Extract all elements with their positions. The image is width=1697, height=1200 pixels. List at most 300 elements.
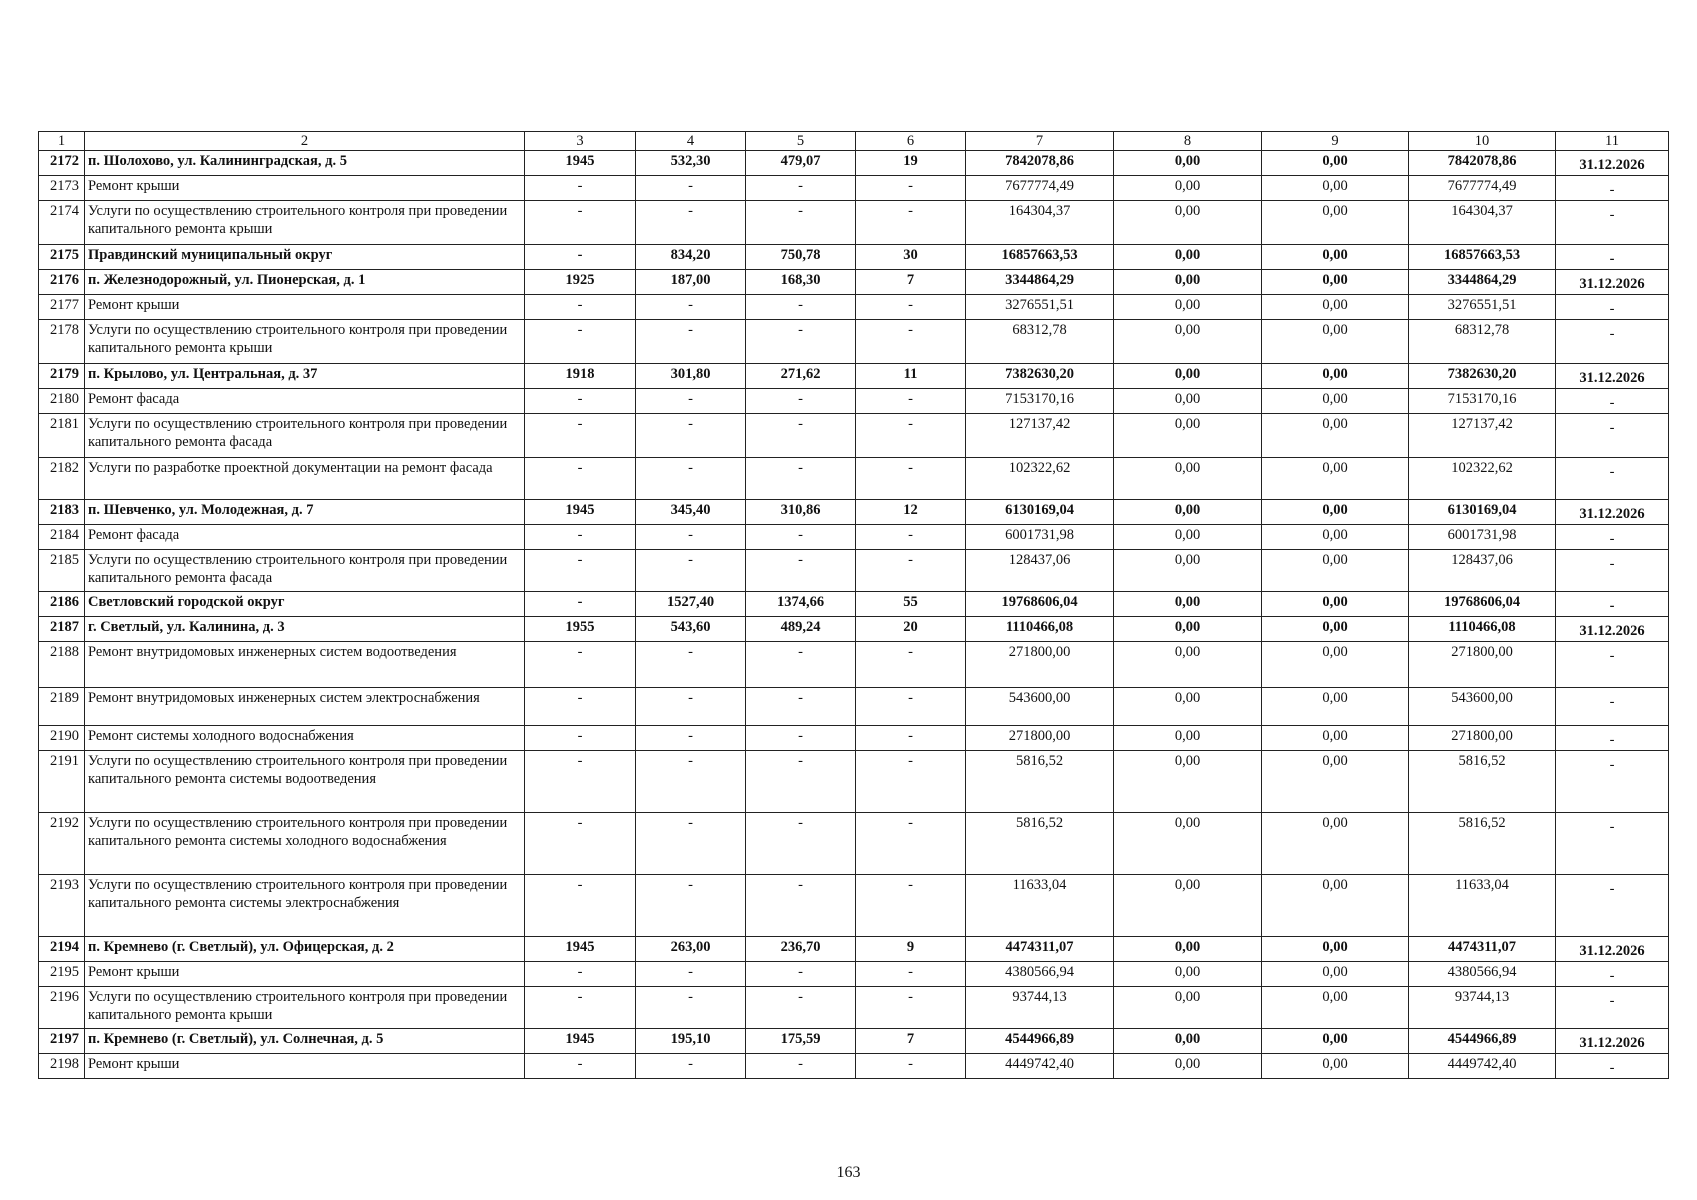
year-cell: -: [525, 176, 636, 201]
table-row: [39, 875, 1669, 937]
cost-col9-cell: 0,00: [1262, 295, 1409, 320]
residents-cell: 7: [856, 270, 966, 295]
residents-cell: -: [856, 726, 966, 751]
table-row: [39, 1054, 1669, 1079]
cost-col8-cell: 0,00: [1114, 813, 1262, 875]
item-name-cell: Услуги по осуществлению строительного контроля при проведении капитального ремонта системы водоотведения: [85, 751, 525, 813]
row-number-cell: 2198: [39, 1054, 85, 1079]
living-area-cell: 310,86: [746, 500, 856, 525]
completion-date-cell: -: [1556, 688, 1669, 726]
total-cost-cell: 7153170,16: [966, 389, 1114, 414]
row-number-cell: 2197: [39, 1029, 85, 1054]
cost-col10-cell: 7677774,49: [1409, 176, 1556, 201]
cost-col10-cell: 4474311,07: [1409, 937, 1556, 962]
table-row: [39, 151, 1669, 176]
year-cell: -: [525, 726, 636, 751]
table-row: [39, 458, 1669, 500]
item-name-cell: Правдинский муниципальный округ: [85, 245, 525, 270]
capital-repair-table: [38, 131, 1669, 1079]
cost-col10-cell: 543600,00: [1409, 688, 1556, 726]
total-cost-cell: 4380566,94: [966, 962, 1114, 987]
residents-cell: 12: [856, 500, 966, 525]
living-area-cell: -: [746, 550, 856, 592]
cost-col9-cell: 0,00: [1262, 320, 1409, 364]
row-number-cell: 2177: [39, 295, 85, 320]
cost-col9-cell: 0,00: [1262, 364, 1409, 389]
item-name-cell: Услуги по осуществлению строительного контроля при проведении капитального ремонта крыши: [85, 201, 525, 245]
living-area-cell: -: [746, 320, 856, 364]
living-area-cell: -: [746, 726, 856, 751]
living-area-cell: -: [746, 813, 856, 875]
residents-cell: 11: [856, 364, 966, 389]
cost-col9-cell: 0,00: [1262, 875, 1409, 937]
row-number-cell: 2195: [39, 962, 85, 987]
residents-cell: 55: [856, 592, 966, 617]
row-number-cell: 2173: [39, 176, 85, 201]
cost-col9-cell: 0,00: [1262, 525, 1409, 550]
living-area-cell: -: [746, 688, 856, 726]
total-cost-cell: 7382630,20: [966, 364, 1114, 389]
year-cell: -: [525, 987, 636, 1029]
completion-date-cell: -: [1556, 642, 1669, 688]
year-cell: 1925: [525, 270, 636, 295]
cost-col10-cell: 68312,78: [1409, 320, 1556, 364]
completion-date-cell: -: [1556, 592, 1669, 617]
total-area-cell: -: [636, 751, 746, 813]
cost-col9-cell: 0,00: [1262, 617, 1409, 642]
residents-cell: -: [856, 320, 966, 364]
row-number-cell: 2179: [39, 364, 85, 389]
cost-col9-cell: 0,00: [1262, 270, 1409, 295]
item-name-cell: Услуги по осуществлению строительного контроля при проведении капитального ремонта фасада: [85, 550, 525, 592]
cost-col9-cell: 0,00: [1262, 389, 1409, 414]
total-area-cell: -: [636, 726, 746, 751]
item-name-cell: Ремонт крыши: [85, 1054, 525, 1079]
year-cell: 1955: [525, 617, 636, 642]
year-cell: -: [525, 320, 636, 364]
item-name-cell: п. Шолохово, ул. Калининградская, д. 5: [85, 151, 525, 176]
total-area-cell: -: [636, 550, 746, 592]
year-cell: -: [525, 414, 636, 458]
cost-col9-cell: 0,00: [1262, 176, 1409, 201]
living-area-cell: 489,24: [746, 617, 856, 642]
cost-col10-cell: 102322,62: [1409, 458, 1556, 500]
total-area-cell: -: [636, 875, 746, 937]
residents-cell: -: [856, 295, 966, 320]
row-number-cell: 2174: [39, 201, 85, 245]
column-header: 4: [636, 132, 746, 151]
row-number-cell: 2178: [39, 320, 85, 364]
total-cost-cell: 7677774,49: [966, 176, 1114, 201]
table-row: [39, 201, 1669, 245]
cost-col9-cell: 0,00: [1262, 937, 1409, 962]
table-row: [39, 550, 1669, 592]
cost-col9-cell: 0,00: [1262, 642, 1409, 688]
completion-date-cell: -: [1556, 962, 1669, 987]
total-cost-cell: 6130169,04: [966, 500, 1114, 525]
cost-col8-cell: 0,00: [1114, 726, 1262, 751]
living-area-cell: -: [746, 458, 856, 500]
living-area-cell: -: [746, 176, 856, 201]
table-row: [39, 364, 1669, 389]
item-name-cell: п. Шевченко, ул. Молодежная, д. 7: [85, 500, 525, 525]
total-area-cell: 301,80: [636, 364, 746, 389]
completion-date-cell: -: [1556, 414, 1669, 458]
column-number-row: [39, 132, 1669, 151]
year-cell: -: [525, 962, 636, 987]
completion-date-cell: -: [1556, 751, 1669, 813]
table-row: [39, 642, 1669, 688]
cost-col9-cell: 0,00: [1262, 245, 1409, 270]
residents-cell: -: [856, 751, 966, 813]
item-name-cell: п. Кремнево (г. Светлый), ул. Солнечная, д. 5: [85, 1029, 525, 1054]
cost-col10-cell: 7382630,20: [1409, 364, 1556, 389]
cost-col10-cell: 271800,00: [1409, 642, 1556, 688]
cost-col9-cell: 0,00: [1262, 151, 1409, 176]
year-cell: 1918: [525, 364, 636, 389]
cost-col10-cell: 11633,04: [1409, 875, 1556, 937]
living-area-cell: -: [746, 201, 856, 245]
living-area-cell: 479,07: [746, 151, 856, 176]
item-name-cell: Ремонт фасада: [85, 389, 525, 414]
table-row: [39, 937, 1669, 962]
year-cell: -: [525, 751, 636, 813]
year-cell: -: [525, 458, 636, 500]
completion-date-cell: -: [1556, 295, 1669, 320]
cost-col8-cell: 0,00: [1114, 1054, 1262, 1079]
total-cost-cell: 127137,42: [966, 414, 1114, 458]
completion-date-cell: -: [1556, 245, 1669, 270]
year-cell: -: [525, 525, 636, 550]
living-area-cell: -: [746, 987, 856, 1029]
total-cost-cell: 19768606,04: [966, 592, 1114, 617]
total-area-cell: 195,10: [636, 1029, 746, 1054]
table-row: [39, 500, 1669, 525]
row-number-cell: 2196: [39, 987, 85, 1029]
cost-col8-cell: 0,00: [1114, 201, 1262, 245]
total-cost-cell: 3344864,29: [966, 270, 1114, 295]
total-area-cell: -: [636, 389, 746, 414]
residents-cell: -: [856, 987, 966, 1029]
cost-col10-cell: 4544966,89: [1409, 1029, 1556, 1054]
cost-col8-cell: 0,00: [1114, 295, 1262, 320]
completion-date-cell: -: [1556, 525, 1669, 550]
cost-col9-cell: 0,00: [1262, 458, 1409, 500]
completion-date-cell: 31.12.2026: [1556, 617, 1669, 642]
column-header: 6: [856, 132, 966, 151]
table-row: [39, 389, 1669, 414]
completion-date-cell: -: [1556, 987, 1669, 1029]
cost-col9-cell: 0,00: [1262, 592, 1409, 617]
residents-cell: -: [856, 642, 966, 688]
residents-cell: 9: [856, 937, 966, 962]
residents-cell: 7: [856, 1029, 966, 1054]
column-header: 9: [1262, 132, 1409, 151]
year-cell: 1945: [525, 500, 636, 525]
total-area-cell: -: [636, 176, 746, 201]
total-cost-cell: 5816,52: [966, 813, 1114, 875]
total-cost-cell: 102322,62: [966, 458, 1114, 500]
total-area-cell: 263,00: [636, 937, 746, 962]
completion-date-cell: -: [1556, 201, 1669, 245]
row-number-cell: 2188: [39, 642, 85, 688]
cost-col10-cell: 6001731,98: [1409, 525, 1556, 550]
row-number-cell: 2186: [39, 592, 85, 617]
cost-col8-cell: 0,00: [1114, 245, 1262, 270]
living-area-cell: 175,59: [746, 1029, 856, 1054]
cost-col8-cell: 0,00: [1114, 458, 1262, 500]
total-area-cell: -: [636, 525, 746, 550]
cost-col9-cell: 0,00: [1262, 550, 1409, 592]
cost-col8-cell: 0,00: [1114, 151, 1262, 176]
cost-col10-cell: 93744,13: [1409, 987, 1556, 1029]
cost-col9-cell: 0,00: [1262, 688, 1409, 726]
cost-col9-cell: 0,00: [1262, 1054, 1409, 1079]
cost-col8-cell: 0,00: [1114, 1029, 1262, 1054]
year-cell: 1945: [525, 937, 636, 962]
cost-col8-cell: 0,00: [1114, 751, 1262, 813]
cost-col10-cell: 5816,52: [1409, 751, 1556, 813]
row-number-cell: 2192: [39, 813, 85, 875]
total-area-cell: -: [636, 688, 746, 726]
cost-col10-cell: 128437,06: [1409, 550, 1556, 592]
total-cost-cell: 6001731,98: [966, 525, 1114, 550]
living-area-cell: -: [746, 642, 856, 688]
column-header: 10: [1409, 132, 1556, 151]
cost-col8-cell: 0,00: [1114, 320, 1262, 364]
residents-cell: 19: [856, 151, 966, 176]
item-name-cell: Услуги по осуществлению строительного контроля при проведении капитального ремонта системы холодного водоснабжения: [85, 813, 525, 875]
cost-col10-cell: 4380566,94: [1409, 962, 1556, 987]
total-cost-cell: 16857663,53: [966, 245, 1114, 270]
item-name-cell: Ремонт крыши: [85, 295, 525, 320]
item-name-cell: г. Светлый, ул. Калинина, д. 3: [85, 617, 525, 642]
item-name-cell: Ремонт крыши: [85, 962, 525, 987]
total-cost-cell: 4544966,89: [966, 1029, 1114, 1054]
item-name-cell: Ремонт внутридомовых инженерных систем электроснабжения: [85, 688, 525, 726]
total-cost-cell: 164304,37: [966, 201, 1114, 245]
total-area-cell: 345,40: [636, 500, 746, 525]
residents-cell: -: [856, 550, 966, 592]
item-name-cell: Услуги по осуществлению строительного контроля при проведении капитального ремонта фасада: [85, 414, 525, 458]
table-row: [39, 751, 1669, 813]
cost-col10-cell: 7842078,86: [1409, 151, 1556, 176]
total-cost-cell: 4474311,07: [966, 937, 1114, 962]
total-cost-cell: 128437,06: [966, 550, 1114, 592]
cost-col8-cell: 0,00: [1114, 642, 1262, 688]
cost-col9-cell: 0,00: [1262, 201, 1409, 245]
table-row: [39, 320, 1669, 364]
cost-col10-cell: 19768606,04: [1409, 592, 1556, 617]
completion-date-cell: -: [1556, 813, 1669, 875]
residents-cell: -: [856, 875, 966, 937]
cost-col9-cell: 0,00: [1262, 500, 1409, 525]
completion-date-cell: -: [1556, 726, 1669, 751]
table-row: [39, 813, 1669, 875]
cost-col10-cell: 7153170,16: [1409, 389, 1556, 414]
table-row: [39, 414, 1669, 458]
completion-date-cell: -: [1556, 389, 1669, 414]
cost-col8-cell: 0,00: [1114, 500, 1262, 525]
completion-date-cell: -: [1556, 176, 1669, 201]
living-area-cell: -: [746, 389, 856, 414]
living-area-cell: -: [746, 875, 856, 937]
row-number-cell: 2189: [39, 688, 85, 726]
total-cost-cell: 11633,04: [966, 875, 1114, 937]
column-header: 2: [85, 132, 525, 151]
completion-date-cell: -: [1556, 458, 1669, 500]
row-number-cell: 2184: [39, 525, 85, 550]
row-number-cell: 2193: [39, 875, 85, 937]
cost-col8-cell: 0,00: [1114, 937, 1262, 962]
living-area-cell: -: [746, 525, 856, 550]
residents-cell: -: [856, 414, 966, 458]
row-number-cell: 2175: [39, 245, 85, 270]
year-cell: -: [525, 295, 636, 320]
item-name-cell: Услуги по осуществлению строительного контроля при проведении капитального ремонта крыши: [85, 320, 525, 364]
column-header: 5: [746, 132, 856, 151]
row-number-cell: 2187: [39, 617, 85, 642]
column-header: 1: [39, 132, 85, 151]
completion-date-cell: 31.12.2026: [1556, 1029, 1669, 1054]
table-row: [39, 592, 1669, 617]
year-cell: 1945: [525, 1029, 636, 1054]
total-area-cell: -: [636, 813, 746, 875]
table-row: [39, 1029, 1669, 1054]
table-row: [39, 525, 1669, 550]
completion-date-cell: -: [1556, 320, 1669, 364]
year-cell: -: [525, 389, 636, 414]
row-number-cell: 2183: [39, 500, 85, 525]
total-cost-cell: 3276551,51: [966, 295, 1114, 320]
living-area-cell: -: [746, 295, 856, 320]
cost-col8-cell: 0,00: [1114, 962, 1262, 987]
cost-col9-cell: 0,00: [1262, 813, 1409, 875]
residents-cell: -: [856, 458, 966, 500]
year-cell: -: [525, 592, 636, 617]
completion-date-cell: -: [1556, 550, 1669, 592]
residents-cell: -: [856, 201, 966, 245]
cost-col9-cell: 0,00: [1262, 1029, 1409, 1054]
year-cell: -: [525, 245, 636, 270]
cost-col10-cell: 1110466,08: [1409, 617, 1556, 642]
cost-col10-cell: 5816,52: [1409, 813, 1556, 875]
residents-cell: -: [856, 389, 966, 414]
table-row: [39, 688, 1669, 726]
cost-col8-cell: 0,00: [1114, 592, 1262, 617]
residents-cell: -: [856, 962, 966, 987]
year-cell: -: [525, 642, 636, 688]
table-row: [39, 295, 1669, 320]
total-area-cell: -: [636, 458, 746, 500]
row-number-cell: 2181: [39, 414, 85, 458]
total-area-cell: 532,30: [636, 151, 746, 176]
living-area-cell: 236,70: [746, 937, 856, 962]
cost-col8-cell: 0,00: [1114, 617, 1262, 642]
completion-date-cell: -: [1556, 875, 1669, 937]
page-number: 163: [836, 1164, 861, 1181]
cost-col9-cell: 0,00: [1262, 414, 1409, 458]
total-cost-cell: 68312,78: [966, 320, 1114, 364]
cost-col9-cell: 0,00: [1262, 726, 1409, 751]
row-number-cell: 2176: [39, 270, 85, 295]
living-area-cell: 168,30: [746, 270, 856, 295]
year-cell: -: [525, 688, 636, 726]
completion-date-cell: 31.12.2026: [1556, 500, 1669, 525]
item-name-cell: Светловский городской округ: [85, 592, 525, 617]
cost-col10-cell: 16857663,53: [1409, 245, 1556, 270]
cost-col10-cell: 127137,42: [1409, 414, 1556, 458]
total-cost-cell: 271800,00: [966, 726, 1114, 751]
cost-col8-cell: 0,00: [1114, 987, 1262, 1029]
residents-cell: -: [856, 1054, 966, 1079]
completion-date-cell: 31.12.2026: [1556, 364, 1669, 389]
cost-col8-cell: 0,00: [1114, 389, 1262, 414]
table-body: [39, 151, 1669, 1079]
total-cost-cell: 4449742,40: [966, 1054, 1114, 1079]
year-cell: -: [525, 1054, 636, 1079]
total-area-cell: -: [636, 642, 746, 688]
total-area-cell: 187,00: [636, 270, 746, 295]
column-header: 3: [525, 132, 636, 151]
row-number-cell: 2182: [39, 458, 85, 500]
total-area-cell: -: [636, 414, 746, 458]
cost-col10-cell: 164304,37: [1409, 201, 1556, 245]
total-cost-cell: 1110466,08: [966, 617, 1114, 642]
total-area-cell: -: [636, 1054, 746, 1079]
total-area-cell: 543,60: [636, 617, 746, 642]
completion-date-cell: -: [1556, 1054, 1669, 1079]
cost-col8-cell: 0,00: [1114, 875, 1262, 937]
total-cost-cell: 543600,00: [966, 688, 1114, 726]
table-row: [39, 962, 1669, 987]
cost-col10-cell: 4449742,40: [1409, 1054, 1556, 1079]
total-area-cell: -: [636, 987, 746, 1029]
item-name-cell: п. Железнодорожный, ул. Пионерская, д. 1: [85, 270, 525, 295]
residents-cell: -: [856, 525, 966, 550]
column-header: 8: [1114, 132, 1262, 151]
column-header: 11: [1556, 132, 1669, 151]
row-number-cell: 2191: [39, 751, 85, 813]
completion-date-cell: 31.12.2026: [1556, 151, 1669, 176]
completion-date-cell: 31.12.2026: [1556, 270, 1669, 295]
cost-col10-cell: 6130169,04: [1409, 500, 1556, 525]
total-cost-cell: 271800,00: [966, 642, 1114, 688]
total-cost-cell: 93744,13: [966, 987, 1114, 1029]
living-area-cell: 1374,66: [746, 592, 856, 617]
total-cost-cell: 5816,52: [966, 751, 1114, 813]
item-name-cell: Ремонт внутридомовых инженерных систем водоотведения: [85, 642, 525, 688]
cost-col9-cell: 0,00: [1262, 962, 1409, 987]
residents-cell: 20: [856, 617, 966, 642]
item-name-cell: Услуги по осуществлению строительного контроля при проведении капитального ремонта крыши: [85, 987, 525, 1029]
table-row: [39, 987, 1669, 1029]
living-area-cell: -: [746, 1054, 856, 1079]
cost-col8-cell: 0,00: [1114, 414, 1262, 458]
cost-col9-cell: 0,00: [1262, 751, 1409, 813]
row-number-cell: 2180: [39, 389, 85, 414]
column-header: 7: [966, 132, 1114, 151]
year-cell: -: [525, 201, 636, 245]
row-number-cell: 2190: [39, 726, 85, 751]
row-number-cell: 2172: [39, 151, 85, 176]
total-cost-cell: 7842078,86: [966, 151, 1114, 176]
row-number-cell: 2185: [39, 550, 85, 592]
residents-cell: -: [856, 176, 966, 201]
item-name-cell: Услуги по разработке проектной документации на ремонт фасада: [85, 458, 525, 500]
table-row: [39, 726, 1669, 751]
item-name-cell: Услуги по осуществлению строительного контроля при проведении капитального ремонта системы электроснабжения: [85, 875, 525, 937]
